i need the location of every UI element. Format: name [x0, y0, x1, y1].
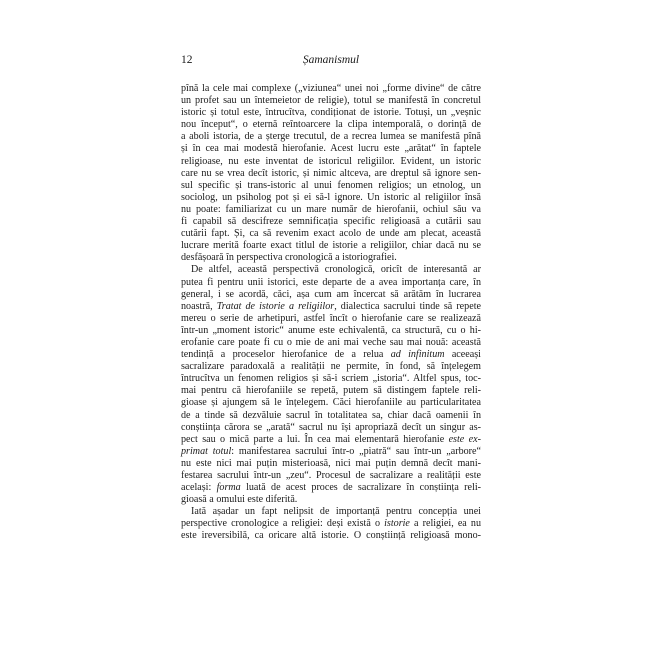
- text-line: lucrare merită foarte exact titlul de istorie a religiilor, chiar dacă nu se: [181, 240, 481, 252]
- text-line: erofanie care poate fi cu o mie de ani mai veche sau mai nouă: această: [181, 336, 481, 348]
- text-line: întrucîtva un fenomen religios și să-i scriem „istoria“. Altfel spus, toc-: [181, 373, 481, 385]
- book-title-italic: Tratat de istorie a religiilor: [216, 300, 335, 312]
- emphasis-italic: este ex-: [448, 433, 481, 445]
- text-line: nu poate: familiarizat cu un mare număr de hierofanii, ochiul său va: [181, 203, 481, 215]
- text-line: [181, 349, 481, 361]
- text-line: [181, 301, 481, 313]
- text-line: mereu o serie de arhetipuri, astfel încît o hierofanie care se realizează: [181, 312, 481, 324]
- text-line: într-un „moment istoric“ anume este echivalentă, ca structură, cu o hi-: [181, 324, 481, 336]
- emphasis-italic: forma: [216, 482, 241, 494]
- emphasis-italic: primat totul: [181, 445, 232, 457]
- text-segment: , dialectica sacrului tinde să repete: [334, 300, 481, 312]
- text-line: desfășoară în perspectiva cronologică a istoriografiei.: [181, 252, 397, 264]
- text-line: conștiința cărora se „arată“ sacrul nu își apropriază decît un singur as-: [181, 421, 481, 433]
- text-line: un profet sau un întemeietor de religie), totul se manifestă în concretul: [181, 95, 481, 107]
- text-line: De altfel, această perspectivă cronologică, oricît de interesantă ar: [191, 264, 481, 276]
- text-line: sul specific și trans-istoric al unui fenomen religios; un etnolog, un: [181, 179, 481, 191]
- running-title: Șamanismul: [302, 54, 360, 66]
- text-line: gioase și ajungem să le înțelegem. Căci hierofaniile au particularitatea: [181, 397, 481, 409]
- text-line: gioasă a omului este diferită.: [181, 494, 298, 506]
- text-line: general, i se acordă, căci, așa cum am încercat să arătăm în lucrarea: [181, 288, 481, 300]
- text-segment: a religiei, ea nu: [409, 518, 481, 530]
- latin-phrase-italic: ad infinitum: [390, 349, 445, 361]
- page-number: 12: [181, 54, 193, 66]
- text-line: nou început“, o eternă reîntoarcere la clipa intemporală, o dorință de: [181, 119, 481, 131]
- text-segment: aceeași: [444, 349, 481, 361]
- text-line: festarea sacrului într-un „zeu“. Procesul de sacralizare a realității este: [181, 470, 481, 481]
- text-line: cutării fapt. Și, ca să revenim exact acolo de unde am plecat, această: [181, 228, 481, 240]
- text-segment: noastră,: [181, 300, 217, 312]
- text-segment: luată de acest proces de sacralizare în conștiința reli-: [240, 482, 481, 494]
- text-line: istoric și totul este, întrucîtva, condiționat de istorie. Totuși, un „veșnic: [181, 107, 481, 119]
- text-line: care nu se vrea decît istoric, și nimic altceva, are dreptul să ignore sen-: [181, 167, 481, 179]
- text-line: religioase, nu este inventat de istoricul religiilor. Evident, un istoric: [181, 155, 481, 167]
- text-segment: același:: [181, 482, 217, 494]
- text-segment: pect sau o mică parte a lui. În cea mai elementară hierofanie: [181, 433, 449, 445]
- text-line: putea fi pentru unii istorici, este departe de a avea importanța care, în: [181, 276, 481, 288]
- text-line: este ireversibilă, ca oricare altă istorie. O conștiință religioasă mono-: [181, 530, 481, 542]
- text-line: [181, 482, 481, 494]
- text-line: de a tinde să dezvăluie sacrul în totalitatea sa, chiar dacă oamenii în: [181, 409, 481, 421]
- text-line: sociolog, un psiholog pot și ei să-l ignore. Un istoric al religiilor însă: [181, 191, 481, 203]
- emphasis-italic: istorie: [384, 518, 410, 530]
- book-page: [181, 54, 481, 543]
- text-line: nu este nici mai puțin misterioasă, nici mai puțin demnă decît mani-: [181, 457, 481, 469]
- text-line: mai pentru că hierofaniile se repetă, putem să distingem faptele reli-: [181, 385, 481, 397]
- text-line: [181, 518, 481, 530]
- text-segment: : manifestarea sacrului într-o „piatră“ sau într-un „arbore“: [231, 445, 481, 457]
- text-line: [181, 434, 481, 446]
- text-segment: tendință a proceselor hierofanice de a relua: [181, 349, 391, 361]
- text-line: Iată așadar un fapt nelipsit de importanță pentru concepția unei: [191, 506, 481, 518]
- text-segment: perspective cronologice a religiei: deși există o: [181, 518, 385, 530]
- text-line: a aboli istoria, de a șterge trecutul, de a recrea lumea se manifestă pînă: [181, 131, 481, 143]
- text-line: și în cea mai modestă hierofanie. Acest lucru este „arătat“ în faptele: [181, 143, 481, 155]
- body-text: [181, 83, 481, 543]
- text-line: sacralizare paradoxală a realității ne permite, în fond, să înțelegem: [181, 361, 481, 373]
- text-line: [181, 446, 481, 458]
- text-line: pînă la cele mai complexe („viziunea“ unei noi „forme divine“ de către: [181, 83, 481, 94]
- page-header: [181, 54, 481, 72]
- text-line: fi capabil să descifreze semnificația specific religioasă a cutării sau: [181, 216, 481, 228]
